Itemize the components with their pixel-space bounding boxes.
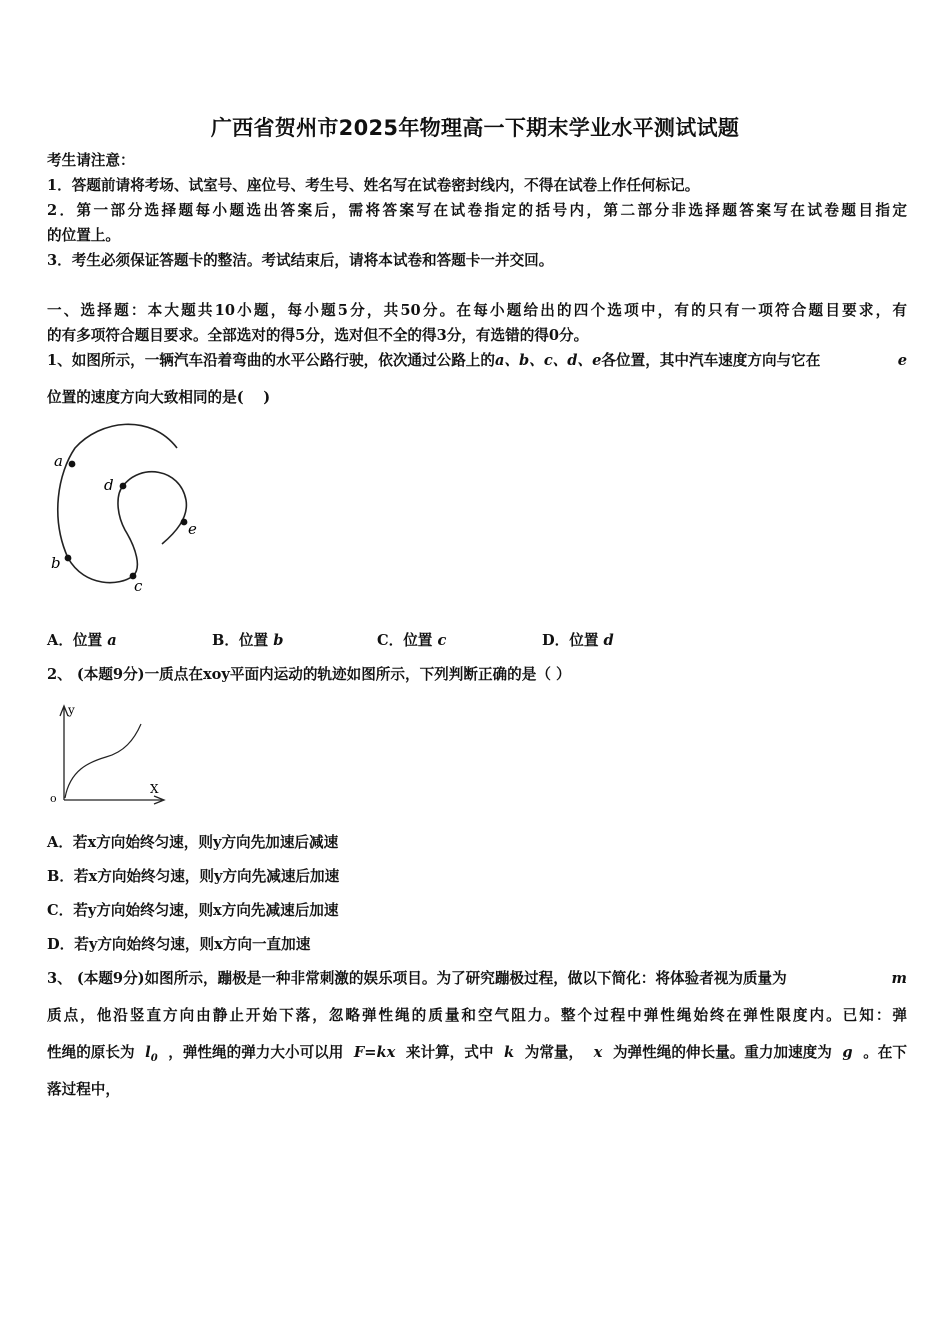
road-curve-inner xyxy=(123,472,186,544)
notice-item-1: 1．答题前请将考场、试室号、座位号、考生号、姓名写在试卷密封线内，不得在试卷上作任何标记。 xyxy=(47,177,700,194)
q3-var-g: g xyxy=(842,1044,853,1061)
q2-option-c[interactable]: C．若y方向始终匀速，则x方向先减速后加速 xyxy=(47,902,339,919)
section1-intro-line1: 一、选择题：本大题共10小题，每小题5分，共50分。在每小题给出的四个选项中，有的只有一项符合题目要求，有 xyxy=(47,302,907,319)
notice-item-2: 2．第一部分选择题每小题选出答案后，需将答案写在试卷指定的括号内，第二部分非选择题答案写在试卷题目指定 xyxy=(47,202,907,219)
q3-text-constant: 为常量， xyxy=(524,1044,584,1061)
road-curve-outer xyxy=(58,424,177,582)
label-a: a xyxy=(54,452,63,470)
q1-stem-e: e xyxy=(897,352,907,369)
q1-option-a[interactable] xyxy=(47,631,117,651)
q1-option-a-label: A．位置 xyxy=(47,632,103,649)
trajectory-curve xyxy=(65,724,141,798)
label-e: e xyxy=(188,520,197,538)
q3-stem-text-a: 3、 (本题9分)如图所示，蹦极是一种非常刺激的娱乐项目。为了研究蹦极过程，做以下简化：将体验者视为质量为 xyxy=(47,970,787,987)
q1-stem-line2: 位置的速度方向大致相同的是( ) xyxy=(47,389,271,406)
q3-text-during: 。在下 xyxy=(863,1044,907,1061)
page-title: 广西省贺州市2025年物理高一下期末学业水平测试试题 xyxy=(210,116,740,140)
q3-stem-m: m xyxy=(891,970,907,987)
notice-item-3: 3．考生必须保证答题卡的整洁。考试结束后，请将本试卷和答题卡一并交回。 xyxy=(47,252,554,269)
q1-stem-text-b: 各位置，其中汽车速度方向与它在 xyxy=(601,352,821,369)
q1-option-d-label: D．位置 xyxy=(542,632,599,649)
q3-text-force: ，弹性绳的弹力大小可以用 xyxy=(168,1044,344,1061)
q1-option-d-var: d xyxy=(603,632,614,649)
section1-intro-line2: 的有多项符合题目要求。全部选对的得5分，选对但不全的得3分，有选错的得0分。 xyxy=(47,327,589,344)
q3-stem-line2: 质点，他沿竖直方向由静止开始下落，忽略弹性绳的质量和空气阻力。整个过程中弹性绳始终在弹性限度内。已知：弹 xyxy=(47,1007,907,1024)
q1-option-c-var: c xyxy=(437,632,447,649)
label-d: d xyxy=(104,476,114,494)
q2-option-a[interactable]: A．若x方向始终匀速，则y方向先加速后减速 xyxy=(47,834,339,851)
q3-text-original-length: 性绳的原长为 xyxy=(47,1044,135,1061)
q3-var-l0 xyxy=(145,1043,158,1069)
label-c: c xyxy=(134,577,143,595)
q3-text-extension: 为弹性绳的伸长量。重力加速度为 xyxy=(612,1044,832,1061)
q2-option-b[interactable]: B．若x方向始终匀速，则y方向先减速后加速 xyxy=(47,868,340,885)
notice-item-2-cont: 的位置上。 xyxy=(47,227,120,244)
origin-label: o xyxy=(50,792,57,805)
q2-option-d[interactable]: D．若y方向始终匀速，则x方向一直加速 xyxy=(47,936,311,953)
q1-stem-line1 xyxy=(47,351,907,371)
q1-option-a-var: a xyxy=(107,632,117,649)
point-a xyxy=(69,461,76,468)
q3-var-l: l xyxy=(145,1044,151,1061)
q3-text-where: 来计算，式中 xyxy=(405,1044,494,1061)
q1-option-c-label: C．位置 xyxy=(377,632,433,649)
point-d xyxy=(120,483,127,490)
y-axis-label: y xyxy=(68,703,75,717)
q3-formula: F=kx xyxy=(353,1044,396,1061)
q1-option-c[interactable] xyxy=(377,631,446,651)
q3-stem-line3 xyxy=(47,1043,907,1069)
q3-stem-line4: 落过程中， xyxy=(47,1081,120,1098)
q1-option-d[interactable] xyxy=(542,631,614,651)
q1-stem-letters: a、b、c、d、e xyxy=(494,352,602,369)
q3-var-l-sub: 0 xyxy=(150,1052,158,1064)
point-e xyxy=(181,519,188,526)
notice-heading: 考生请注意： xyxy=(47,152,135,169)
q3-var-x: x xyxy=(593,1044,603,1061)
q1-option-b[interactable] xyxy=(212,631,283,651)
q1-road-figure xyxy=(40,418,210,603)
q1-stem-text-a: 1、如图所示，一辆汽车沿着弯曲的水平公路行驶，依次通过公路上的 xyxy=(47,352,495,369)
x-axis-label: X xyxy=(150,782,159,796)
q2-trajectory-figure xyxy=(44,700,174,810)
label-b: b xyxy=(51,554,61,572)
q1-option-b-var: b xyxy=(273,632,284,649)
q1-option-b-label: B．位置 xyxy=(212,632,269,649)
point-b xyxy=(65,555,72,562)
q2-stem: 2、 (本题9分)一质点在xoy平面内运动的轨迹如图所示，下列判断正确的是（ ） xyxy=(47,666,571,683)
q3-stem-line1 xyxy=(47,969,907,989)
q3-var-k: k xyxy=(504,1044,515,1061)
